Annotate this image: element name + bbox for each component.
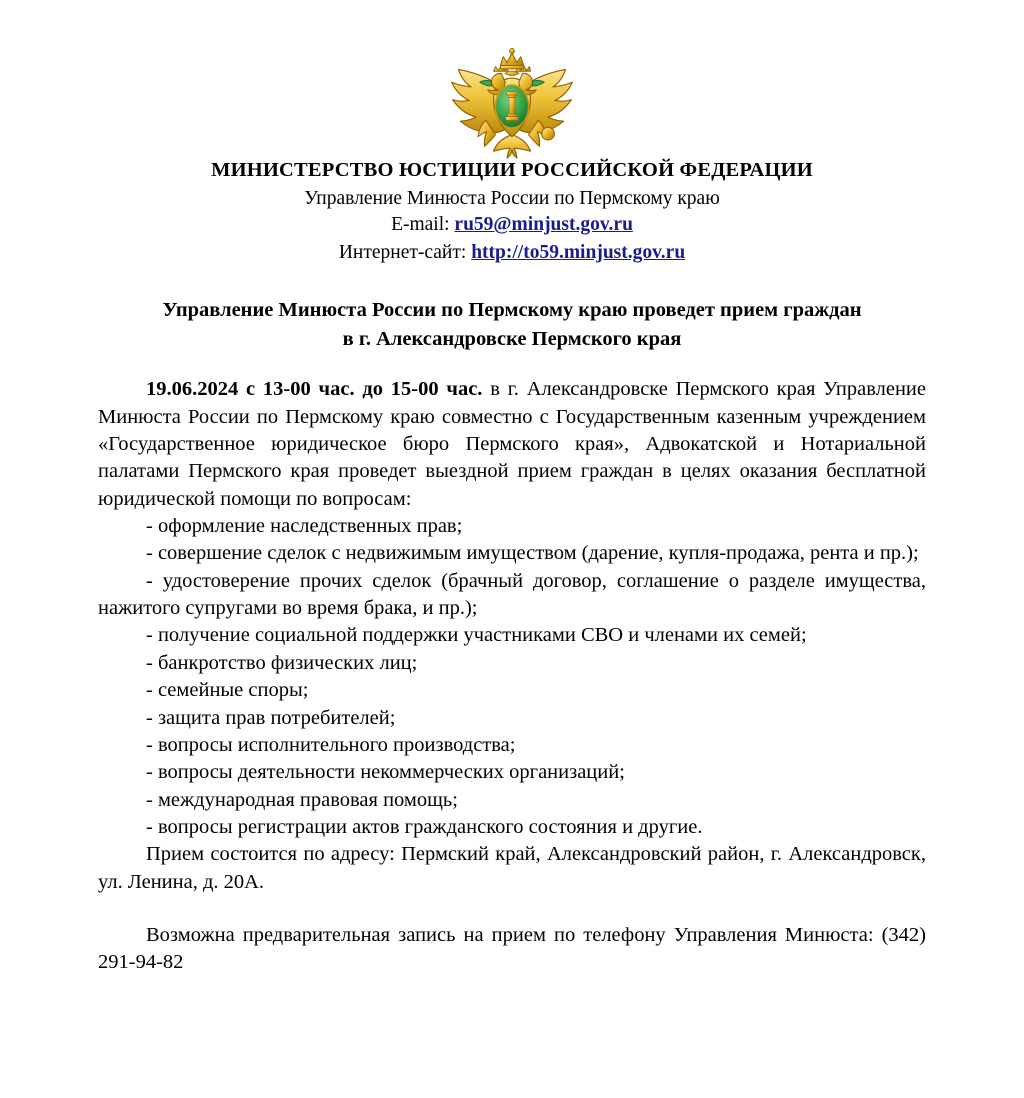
list-item: - защита прав потребителей; (146, 706, 396, 729)
website-row (0, 240, 1024, 266)
ministry-of-justice-emblem-icon (438, 48, 586, 160)
list-item: - получение социальной поддержки участниками СВО и членами их семей; (146, 624, 807, 647)
intro-text: в г. Александровске Пермского края Управление Минюста России по Пермскому краю совместно с Государственным казенным учреждением «Государственное юридическое бюро Пермского края», Адвокатской и Нотариальной палатами Пермского края проведет выездной прием граждан в целях оказания бесплатной юридической помощи по вопросам: (98, 378, 926, 510)
heading-line-1: Управление Минюста России по Пермскому краю проведет прием граждан (162, 298, 862, 321)
services-list (98, 513, 926, 841)
list-item: - вопросы деятельности некоммерческих организаций; (146, 761, 625, 784)
list-item: - совершение сделок с недвижимым имуществом (дарение, купля-продажа, рента и пр.); (146, 542, 919, 565)
list-item: - оформление наследственных прав; (146, 514, 463, 537)
letterhead (0, 158, 1024, 266)
email-row (0, 212, 1024, 238)
email-label: E-mail: (391, 214, 450, 236)
website-link[interactable]: http://to59.minjust.gov.ru (471, 241, 686, 263)
address-paragraph: Прием состоится по адресу: Пермский край, Александровский район, г. Александровск, ул. Ленина, д. 20А. (98, 843, 926, 893)
emblem-container (0, 0, 1024, 130)
list-item: - международная правовая помощь; (146, 788, 458, 811)
department-name: Управление Минюста России по Пермскому краю (304, 188, 720, 209)
list-item: - вопросы регистрации актов гражданского состояния и другие. (146, 815, 703, 838)
document-heading (102, 296, 922, 354)
list-item: - семейные споры; (146, 679, 309, 702)
heading-line-2: в г. Александровске Пермского края (342, 328, 682, 351)
document-body (98, 354, 926, 977)
booking-paragraph: Возможна предварительная запись на прием по телефону Управления Минюста: (342) 291-94-82 (98, 924, 926, 974)
list-item: - удостоверение прочих сделок (брачный договор, соглашение о разделе имущества, нажитого супругами во время брака, и пр.); (98, 569, 926, 620)
email-link[interactable]: ru59@minjust.gov.ru (454, 214, 633, 236)
list-item: - вопросы исполнительного производства; (146, 733, 516, 756)
website-label: Интернет-сайт: (338, 241, 467, 263)
list-item: - банкротство физических лиц; (146, 651, 418, 674)
intro-paragraph (98, 376, 926, 513)
event-datetime: 19.06.2024 с 13-00 час. до 15-00 час. (146, 378, 483, 401)
ministry-title: МИНИСТЕРСТВО ЮСТИЦИИ РОССИЙСКОЙ ФЕДЕРАЦИИ (211, 159, 813, 181)
